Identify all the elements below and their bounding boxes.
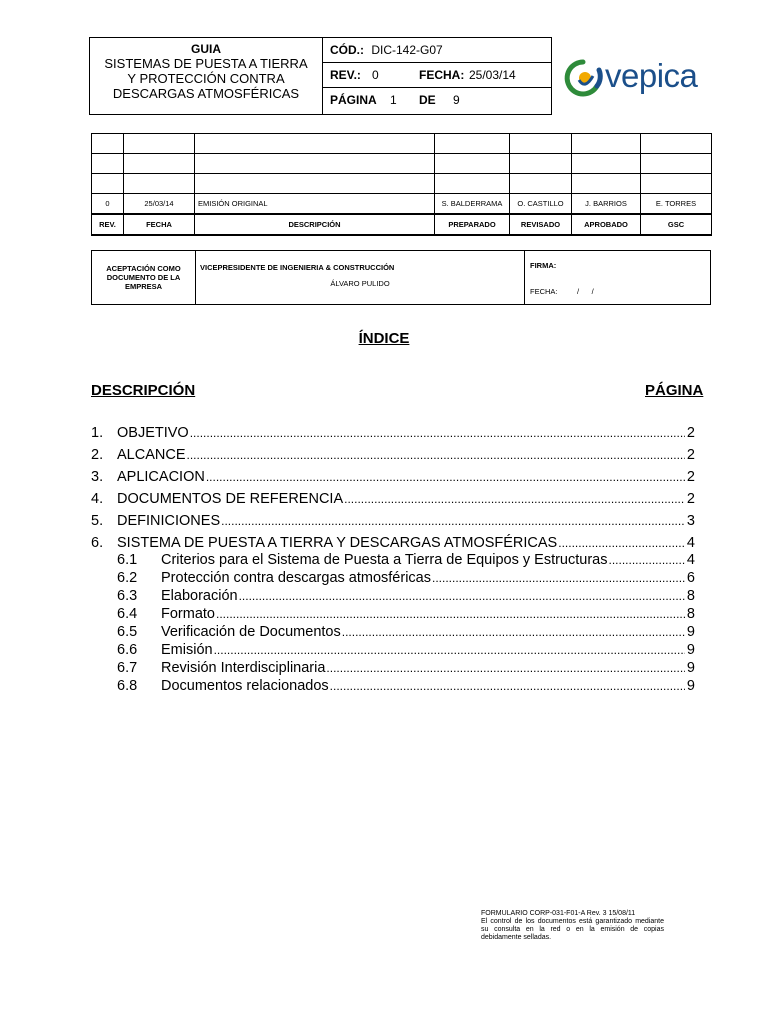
acceptance-signer bbox=[196, 251, 525, 304]
table-cell bbox=[435, 134, 510, 154]
table-cell bbox=[435, 154, 510, 174]
toc-number: 6.4 bbox=[117, 606, 138, 622]
toc-entry[interactable] bbox=[117, 551, 695, 569]
toc-number: 5. bbox=[91, 513, 104, 529]
toc-entry[interactable] bbox=[91, 490, 695, 508]
toc-number: 6.7 bbox=[117, 660, 138, 676]
acceptance-label-line: ACEPTACIÓN COMO bbox=[106, 264, 181, 273]
table-cell bbox=[641, 174, 712, 194]
table-cell: E. TORRES bbox=[641, 194, 712, 215]
doc-title-line-2: Y PROTECCIÓN CONTRA bbox=[127, 71, 285, 86]
cod-value: DIC-142-G07 bbox=[371, 43, 443, 57]
toc-title: Revisión Interdisciplinaria bbox=[161, 660, 326, 676]
toc-entry[interactable] bbox=[117, 641, 695, 659]
toc-page-number: 9 bbox=[686, 678, 695, 694]
signer-role: VICEPRESIDENTE DE INGENIERIA & CONSTRUCCIÓN bbox=[200, 263, 395, 272]
table-cell: O. CASTILLO bbox=[510, 194, 572, 215]
toc-title: Emisión bbox=[161, 642, 213, 658]
toc-page-number: 4 bbox=[686, 535, 695, 551]
table-row bbox=[92, 154, 712, 174]
table-cell bbox=[572, 174, 641, 194]
toc-leader-dots bbox=[608, 551, 684, 569]
toc-number: 3. bbox=[91, 469, 104, 485]
toc-leader-dots bbox=[239, 587, 685, 605]
table-header-cell: APROBADO bbox=[572, 214, 641, 235]
signer-name: ÁLVARO PULIDO bbox=[330, 279, 390, 288]
toc-leader-dots bbox=[326, 659, 685, 677]
toc-number: 4. bbox=[91, 491, 104, 507]
table-cell bbox=[641, 154, 712, 174]
toc-title: Formato bbox=[161, 606, 215, 622]
rev-label: REV.: bbox=[330, 68, 361, 82]
acceptance-box bbox=[91, 250, 711, 305]
toc-number: 6.3 bbox=[117, 588, 138, 604]
table-cell bbox=[510, 154, 572, 174]
toc-page-number: 3 bbox=[686, 513, 695, 529]
doc-title-line-3: DESCARGAS ATMOSFÉRICAS bbox=[112, 86, 300, 101]
toc-title: DOCUMENTOS DE REFERENCIA bbox=[117, 491, 344, 507]
table-header-cell: REV. bbox=[92, 214, 124, 235]
de-label: DE bbox=[419, 93, 436, 107]
toc-entry[interactable] bbox=[117, 659, 695, 677]
toc-title: APLICACION bbox=[117, 469, 205, 485]
toc-number: 6.8 bbox=[117, 678, 138, 694]
toc-page-number: 8 bbox=[686, 588, 695, 604]
toc-number: 6.1 bbox=[117, 552, 138, 568]
toc-number: 6.5 bbox=[117, 624, 138, 640]
toc-leader-dots bbox=[221, 512, 685, 530]
index-title: ÍNDICE bbox=[358, 330, 410, 347]
toc-page-number: 2 bbox=[686, 469, 695, 485]
acceptance-signature bbox=[525, 251, 710, 304]
toc-number: 1. bbox=[91, 425, 104, 441]
toc-title: DEFINICIONES bbox=[117, 513, 221, 529]
rev-value: 0 bbox=[372, 68, 379, 82]
toc-entry[interactable] bbox=[91, 534, 695, 552]
header-rev-row bbox=[322, 63, 551, 88]
table-cell: J. BARRIOS bbox=[572, 194, 641, 215]
table-header-cell: FECHA bbox=[124, 214, 195, 235]
form-footer bbox=[481, 910, 664, 942]
header-cod-row bbox=[322, 38, 551, 63]
toc-leader-dots bbox=[206, 468, 685, 486]
index-col-page: PÁGINA bbox=[645, 382, 704, 399]
toc-title: Documentos relacionados bbox=[161, 678, 329, 694]
table-header-cell: PREPARADO bbox=[435, 214, 510, 235]
toc-page-number: 2 bbox=[686, 425, 695, 441]
pagina-value: 1 bbox=[390, 93, 397, 107]
document-header bbox=[89, 37, 552, 115]
toc-leader-dots bbox=[344, 490, 685, 508]
toc-entry[interactable] bbox=[91, 424, 695, 442]
table-header-row bbox=[92, 214, 712, 235]
toc-entry[interactable] bbox=[117, 587, 695, 605]
table-header-cell: REVISADO bbox=[510, 214, 572, 235]
fecha-sign-blank: / / bbox=[577, 287, 594, 296]
header-pagina-row bbox=[322, 88, 551, 113]
toc-title: ALCANCE bbox=[117, 447, 186, 463]
doc-type: GUIA bbox=[191, 42, 221, 56]
toc-title: Protección contra descargas atmosféricas bbox=[161, 570, 431, 586]
acceptance-label bbox=[92, 251, 196, 304]
cod-label: CÓD.: bbox=[330, 43, 364, 57]
fecha-value: 25/03/14 bbox=[469, 68, 516, 82]
logo-wordmark: vepica bbox=[605, 57, 698, 94]
firma-label: FIRMA: bbox=[530, 261, 557, 270]
table-cell bbox=[124, 154, 195, 174]
toc-leader-dots bbox=[216, 605, 685, 623]
toc-leader-dots bbox=[330, 677, 685, 695]
table-cell: S. BALDERRAMA bbox=[435, 194, 510, 215]
toc-entry[interactable] bbox=[117, 677, 695, 695]
toc-leader-dots bbox=[187, 446, 685, 464]
toc-number: 2. bbox=[91, 447, 104, 463]
table-cell bbox=[510, 134, 572, 154]
toc-title: Elaboración bbox=[161, 588, 238, 604]
table-cell bbox=[195, 174, 435, 194]
toc-entry[interactable] bbox=[117, 605, 695, 623]
table-cell: 0 bbox=[92, 194, 124, 215]
fecha-sign-label: FECHA: bbox=[530, 287, 558, 296]
toc-leader-dots bbox=[190, 424, 685, 442]
toc-leader-dots bbox=[342, 623, 685, 641]
toc-page-number: 8 bbox=[686, 606, 695, 622]
toc-title: Criterios para el Sistema de Puesta a Tierra de Equipos y Estructuras bbox=[161, 552, 608, 568]
table-cell bbox=[510, 174, 572, 194]
toc-number: 6. bbox=[91, 535, 104, 551]
form-reference: FORMULARIO CORP-031-F01-A Rev. 3 15/08/11 bbox=[481, 910, 636, 917]
toc-entry[interactable] bbox=[91, 512, 695, 530]
table-cell: EMISIÓN ORIGINAL bbox=[195, 194, 435, 215]
acceptance-label-line: DOCUMENTO DE LA bbox=[106, 273, 181, 282]
revision-table bbox=[91, 133, 712, 236]
table-cell: 25/03/14 bbox=[124, 194, 195, 215]
table-row bbox=[92, 134, 712, 154]
toc-title: SISTEMA DE PUESTA A TIERRA Y DESCARGAS ATMOSFÉRICAS bbox=[117, 535, 558, 551]
toc-page-number: 2 bbox=[686, 447, 695, 463]
table-cell bbox=[124, 134, 195, 154]
table-cell bbox=[572, 134, 641, 154]
pagina-label: PÁGINA bbox=[330, 93, 377, 107]
toc-entry[interactable] bbox=[91, 446, 695, 464]
toc-title: OBJETIVO bbox=[117, 425, 189, 441]
toc-number: 6.2 bbox=[117, 570, 138, 586]
toc-entry[interactable] bbox=[117, 623, 695, 641]
table-cell bbox=[92, 174, 124, 194]
toc-page-number: 2 bbox=[686, 491, 695, 507]
de-value: 9 bbox=[453, 93, 460, 107]
table-cell bbox=[195, 154, 435, 174]
index-col-description: DESCRIPCIÓN bbox=[91, 382, 196, 399]
table-row bbox=[92, 174, 712, 194]
table-header-cell: DESCRIPCIÓN bbox=[195, 214, 435, 235]
table-cell bbox=[92, 154, 124, 174]
control-note: El control de los documentos está garantizado mediante su consulta en la red o en la emisión de copias debidamente selladas. bbox=[481, 918, 664, 941]
table-row bbox=[92, 194, 712, 215]
toc-entry[interactable] bbox=[117, 569, 695, 587]
table-cell bbox=[641, 134, 712, 154]
toc-leader-dots bbox=[214, 641, 685, 659]
fecha-label: FECHA: bbox=[419, 68, 465, 82]
toc-leader-dots bbox=[432, 569, 685, 587]
vepica-logo bbox=[563, 56, 713, 100]
table-cell bbox=[124, 174, 195, 194]
table-cell bbox=[195, 134, 435, 154]
table-header-cell: GSC bbox=[641, 214, 712, 235]
toc-number: 6.6 bbox=[117, 642, 138, 658]
table-cell bbox=[92, 134, 124, 154]
toc-page-number: 4 bbox=[686, 552, 695, 568]
acceptance-label-line: EMPRESA bbox=[124, 282, 163, 291]
toc-page-number: 6 bbox=[686, 570, 695, 586]
table-cell bbox=[572, 154, 641, 174]
toc-leader-dots bbox=[558, 534, 685, 552]
doc-title-line-1: SISTEMAS DE PUESTA A TIERRA bbox=[104, 56, 308, 71]
toc-title: Verificación de Documentos bbox=[161, 624, 341, 640]
table-cell bbox=[435, 174, 510, 194]
header-title-block bbox=[90, 38, 323, 114]
toc-page-number: 9 bbox=[686, 642, 695, 658]
toc-page-number: 9 bbox=[686, 660, 695, 676]
toc-page-number: 9 bbox=[686, 624, 695, 640]
toc-entry[interactable] bbox=[91, 468, 695, 486]
